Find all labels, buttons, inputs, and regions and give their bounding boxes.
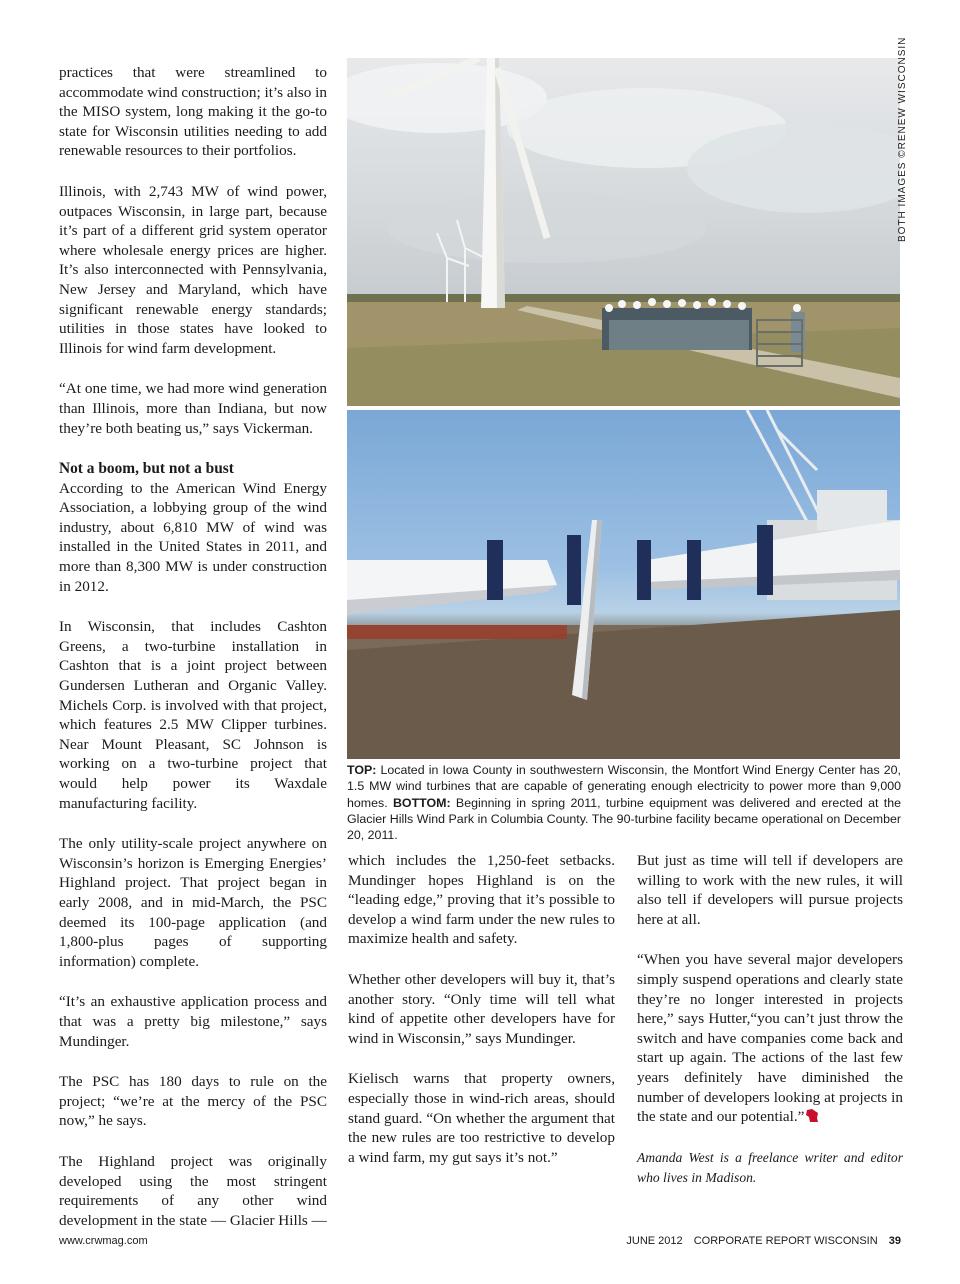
footer-issue-info [618,1235,901,1247]
paragraph: “At one time, we had more wind generation than Illinois, more than Indiana, but now they’re both beating us,” says Vickerman. [59,380,327,437]
caption-bottom-label: BOTTOM: [392,795,451,810]
paragraph: practices that were streamlined to accommodate wind construction; it’s also in the MISO system, long making it the go-to state for Wisconsin utilities needing to add renewable resources to their portfolios. [59,64,327,160]
footer-website-link[interactable]: www.crwmag.com [59,1235,148,1247]
paragraph: The Highland project was originally developed using the most stringent requirements of any other wind development in the state — Glacier Hills — [59,1152,327,1229]
article-column-middle [348,851,615,1167]
footer-page-number: 39 [888,1235,901,1247]
author-byline: Amanda West is a freelance writer and editor who lives in Madison. [637,1149,903,1185]
photo-wind-turbines-tour [347,58,900,406]
paragraph: But just as time will tell if developers are willing to work with the new rules, it will also tell if developers will pursue projects here at all. [637,852,903,928]
paragraph: The only utility-scale project anywhere on Wisconsin’s horizon is Emerging Energies’ Highland project. That project began in early 2008, and in mid-March, the PSC deemed its 100-page application (and 1,800-plus pages of supporting information) complete. [59,835,327,970]
photo-wind-turbines-illustration [347,58,900,406]
photo-turbine-blades-delivery [347,410,900,759]
section-subhead: Not a boom, but not a bust [59,460,234,478]
paragraph: “It’s an exhaustive application process and that was a pretty big milestone,” says Mundinger. [59,993,327,1050]
photo-turbine-blades-illustration [347,410,900,759]
article-column-left [59,63,327,1230]
paragraph: which includes the 1,250-feet setbacks. Mundinger hopes Highland is on the “leading edge,” proving that it’s possible to develop a wind farm under the new rules to maximize health and safety. [348,852,615,948]
paragraph [637,950,903,1126]
caption-bottom-text: Beginning in spring 2011, turbine equipment was delivered and erected at the Glacier Hills Wind Park in Columbia County. The 90-turbine facility became operational on December 20, 2011. [347,795,901,843]
paragraph: Whether other developers will buy it, that’s another story. “Only time will tell what kind of appetite other developers have for wind in Wisconsin,” says Mundinger. [348,970,615,1047]
footer-issue-date: JUNE 2012 [626,1235,683,1247]
caption-top-label: TOP: [347,763,377,777]
paragraph: The PSC has 180 days to rule on the project; “we’re at the mercy of the PSC now,” he says. [59,1073,327,1130]
photo-caption [347,762,901,843]
article-column-right [637,851,903,1188]
page-footer [59,1235,901,1251]
paragraph: In Wisconsin, that includes Cashton Greens, a two-turbine installation in Cashton that is a joint project between Gundersen Lutheran and Organic Valley. Michels Corp. is involved with that project, which features 2.5 MW Clipper turbines. Near Mount Pleasant, SC Johnson is working on a two-turbine project that would help power its Waxdale manufacturing facility. [59,618,327,812]
paragraph: Illinois, with 2,743 MW of wind power, outpaces Wisconsin, in large part, because it’s part of a different grid system operator where wholesale energy prices are higher. It’s also interconnected with Pennsylvania, New Jersey and Maryland, which have significant renewable energy standards; utilities in those states have looked to Illinois for wind farm development. [59,182,327,357]
paragraph: According to the American Wind Energy Association, a lobbying group of the wind industry, about 6,810 MW of wind was installed in the United States in 2011, and more than 8,300 MW is under construction in 2012. [59,479,327,595]
paragraph-text: “When you have several major developers simply suspend operations and clearly state they’re no longer interested in projects here,” says Hutter,“you can’t just throw the switch and have companies come back and start up again. The actions of the last few years definitely have diminished the number of developers looking at projects in the state and our potential.” [637,951,903,1126]
photo-credit: BOTH IMAGES ©RENEW WISCONSIN [897,36,908,242]
caption-top-text: Located in Iowa County in southwestern Wisconsin, the Montfort Wind Energy Center has 20, 1.5 MW wind turbines that are capable of generating enough electricity to power more than 9,000 homes. [347,763,901,810]
footer-magazine-name: CORPORATE REPORT WISCONSIN [693,1235,878,1247]
paragraph: Kielisch warns that property owners, especially those in wind-rich areas, should stand guard. “On whether the argument that the new rules are too restrictive to develop a wind farm, my gut says it’s not.” [348,1070,615,1166]
wisconsin-state-icon [806,1109,819,1123]
